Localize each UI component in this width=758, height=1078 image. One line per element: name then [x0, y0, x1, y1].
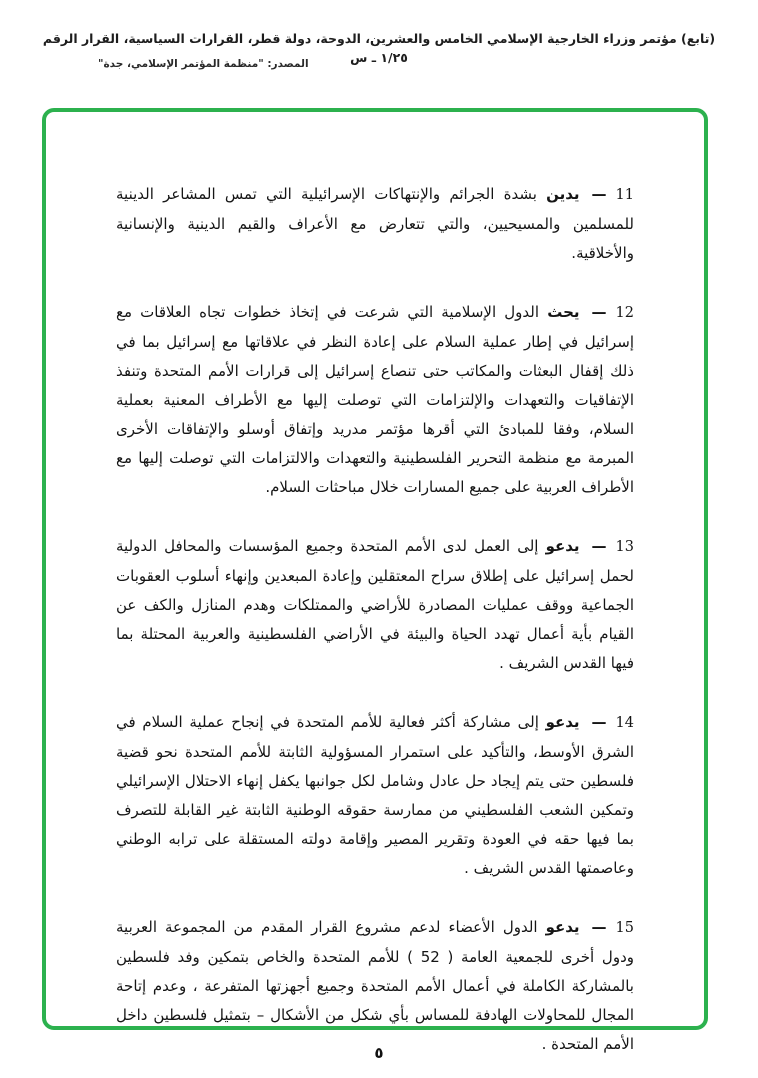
resolution-paragraph: [116, 298, 634, 502]
paragraph-lead-word: يدعو: [545, 537, 580, 555]
paragraph-number: 13: [615, 539, 634, 555]
paragraph-number: 14: [615, 715, 634, 731]
paragraph-number: 12: [615, 305, 634, 321]
resolution-paragraph: [116, 913, 634, 1059]
resolution-paragraph: [116, 180, 634, 268]
paragraph-dash: —: [591, 918, 607, 936]
paragraph-lead-word: يدعو: [545, 713, 580, 731]
header-title: (تابع) مؤتمر وزراء الخارجية الإسلامي الخامس والعشرين، الدوحة، دولة قطر، القرارات السياسية، القرار الرقم ١/٢٥ ـ س: [42, 31, 716, 65]
paragraph-dash: —: [591, 185, 607, 203]
paragraph-text: إلى مشاركة أكثر فعالية للأمم المتحدة في إنجاح عملية السلام في الشرق الأوسط، والتأكيد على استمرار المسؤولية الثابتة للأمم المتحدة نحو قضية فلسطين حتى يتم إيجاد حل عادل وشامل لكل جوانبها يكفل إنهاء الاحتلال الإسرائيلي وتمكين الشعب الفلسطيني من ممارسة حقوقه الوطنية الثابتة غير القابلة للتصرف بما فيها حقه في العودة وتقرير المصير وإقامة دولته المستقلة على ترابه الوطني وعاصمتها القدس الشريف .: [116, 713, 634, 877]
resolution-paragraph: [116, 708, 634, 883]
resolution-paragraph: [116, 532, 634, 678]
paragraph-text: بشدة الجرائم والإنتهاكات الإسرائيلية التي تمس المشاعر الدينية للمسلمين والمسيحيين، والتي تتعارض مع الأعراف والقيم الدينية والإنسانية والأخلاقية.: [116, 185, 634, 262]
paragraph-lead-word: يحث: [547, 303, 580, 321]
paragraph-text: إلى العمل لدى الأمم المتحدة وجميع المؤسسات والمحافل الدولية لحمل إسرائيل على إطلاق سراح المعتقلين وإعادة المبعدين وإنهاء أسلوب العقوبات الجماعية ووقف عمليات المصادرة للأراضي والممتلكات وهدم المنازل والكف عن القيام بأية أعمال تهدد الحياة والبيئة في الأراضي الفلسطينية والعربية المحتلة بما فيها القدس الشريف .: [116, 537, 634, 672]
resolution-paragraph-list: [46, 112, 704, 1059]
paragraph-lead-word: يدين: [546, 185, 580, 203]
content-border-box: [42, 108, 708, 1053]
paragraph-text: الدول الإسلامية التي شرعت في إتخاذ خطوات تجاه العلاقات مع إسرائيل في إطار عملية السلام على إعادة النظر في علاقاتها مع إسرائيل بما في ذلك إقفال البعثات والمكاتب حتى تنصاع إسرائيل إلى قرارات الأمم المتحدة وتنفذ الإتفاقيات والتعهدات والإلتزامات التي توصلت إليها مع الأطراف المعنية بعملية السلام، وفقا للمبادئ التي أقرها مؤتمر مدريد وإتفاق أوسلو والإتفاقات الأخرى المبرمة مع منظمة التحرير الفلسطينية والتعهدات والالتزامات التي توصلت إليها مع الأطراف العربية على جميع المسارات خلال مباحثات السلام.: [116, 303, 634, 496]
paragraph-number: 15: [615, 920, 634, 936]
paragraph-dash: —: [591, 713, 607, 731]
page-number: ٥: [374, 1044, 384, 1062]
paragraph-number: 11: [615, 187, 634, 203]
paragraph-lead-word: يدعو: [545, 918, 580, 936]
paragraph-dash: —: [591, 537, 607, 555]
paragraph-dash: —: [591, 303, 607, 321]
paragraph-text: الدول الأعضاء لدعم مشروع القرار المقدم من المجموعة العربية ودول أخرى للجمعية العامة ( 52 ) للأمم المتحدة والخاص بتمكين وفد فلسطين بالمشاركة الكاملة في أعمال الأمم المتحدة وجميع أجهزتها المتفرعة ، وعدم إتاحة المجال للمحاولات الهادفة للمساس بأي شكل من الأشكال – بتمثيل فلسطين داخل الأمم المتحدة .: [116, 918, 634, 1053]
source-line: المصدر: "منظمة المؤتمر الإسلامي، جدة": [98, 58, 309, 70]
